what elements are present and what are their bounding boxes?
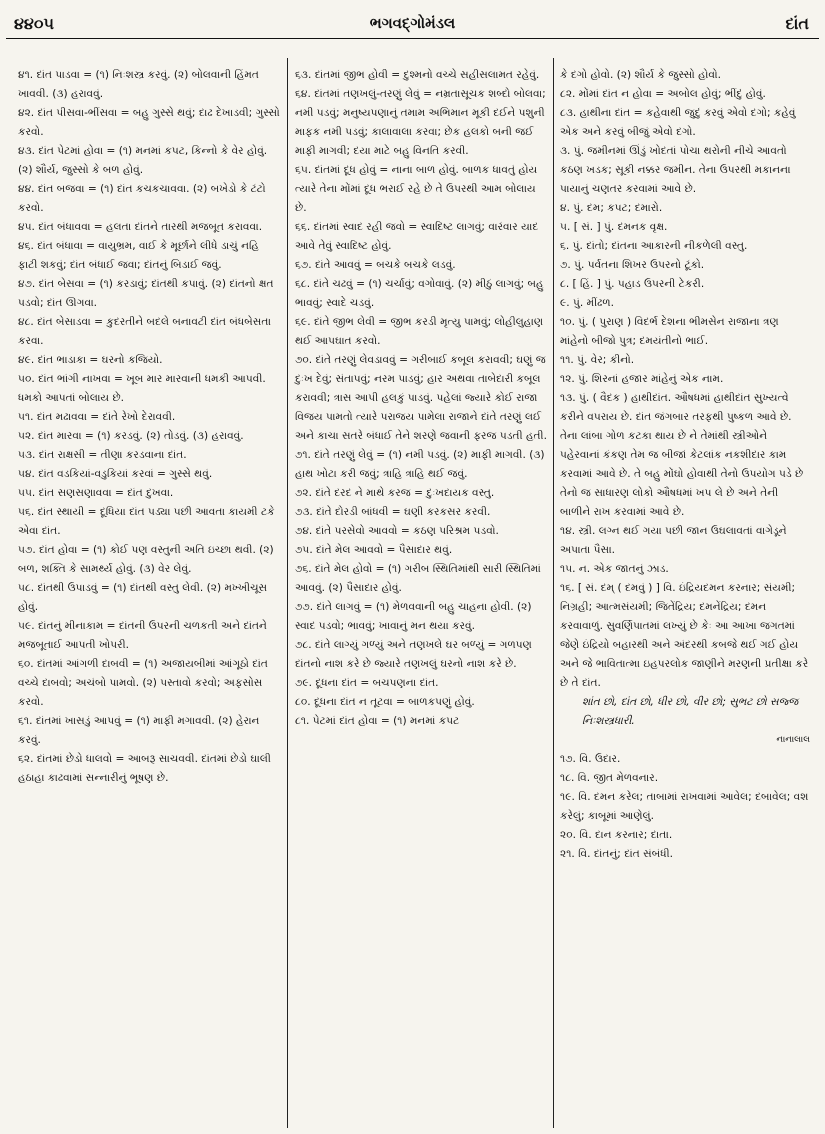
- dictionary-entry: ૪૨. દાંત પીસવા-ભીંસવા = બહુ ગુસ્સે થવું; દાઢ દેખાડવી; ગુસ્સો કરવો.: [18, 107, 280, 138]
- dictionary-entry: ૫૫. દાંત સણસણાવવા = દાંત દુખવા.: [18, 487, 174, 499]
- dictionary-entry: ૧૯. વિ. દમન કરેલ; તાબામાં રાખવામાં આવેલ; દબાવેલ; વશ કરેલું; કાબૂમાં આણેલું.: [560, 791, 809, 822]
- dictionary-entry: ૪૫. દાંત બંધાવવા = હલતા દાંતને તારથી મજબૂત કરાવવા.: [18, 221, 263, 233]
- dictionary-entry: ૮૦. દૂધના દાંત ન તૂટવા = બાળકપણું હોવું.: [295, 696, 475, 708]
- dictionary-entry: ૬૨. દાંતમાં છેડો ધાલવો = આબરૂ સાચવવી. દાંતમાં છેડો ઘાલી હઠાહા કાઢવામાં સન્નારીનું ભૂષણ છે.: [18, 753, 271, 784]
- dictionary-entry: ૫૭. દાંત હોવા = (૧) કોઈ પણ વસ્તુની અતિ ઇચ્છા થવી. (૨) બળ, શક્તિ કે સામર્થ્ય હોવું. (૩) વેર લેવું.: [18, 544, 274, 575]
- dictionary-entry: ૮૨. મોંમાં દાંત ન હોવા = અબોલ હોવું; ભીંદું હોવું.: [560, 88, 766, 100]
- dictionary-entry: ૧૫. ન. એક જાતનું ઝાડ.: [560, 563, 669, 575]
- dictionary-entry: ૭૧. દાંતે તરણું લેવું = (૧) નમી પડવું. (૨) માફી માગવી. (૩) હાથ ખોટા કરી જવું; ત્રાહિ ત્રાહિ થઈ જવું.: [295, 449, 545, 480]
- dictionary-entry: ૭૪. દાંતે પરસેવો આવવો = કઠણ પરિશ્રમ પડવો.: [295, 525, 499, 537]
- dictionary-entry: ૪૬. દાંત બંધાવા = વાયુભ્રમ, વાઈ કે મૂર્છાને લીધે ડાચું નહિ ફાટી શકવું; દાંત બંધાઈ જવા; દાંતનું બિડાઈ જવું.: [18, 240, 259, 271]
- dictionary-entry: ૩. પું. જમીનમાં ઊંડું ખોદતાં પોચા થરોની નીચે આવતો કઠણ ખડક; સૂકી નક્કર જમીન. તેના ઉપરથી મકાનના પાયાનું ચણતર કરવામાં આવે છે.: [560, 145, 791, 195]
- dictionary-entry: ૫૧. દાંત મઢાવવા = દાંતે રેખો દેરાવવી.: [18, 411, 176, 423]
- dictionary-entry: ૬૪. દાંતમાં તણખલું-તરણું લેવું = નમ્રતાસૂચક શબ્દો બોલવા; નમી પડવું; મનુષ્યપણાનું તમામ અભિમાન મૂકી દઈને પશુની માફક નમી પડવું; કાલાવાલા કરવા; છેક હલકો બની જઈ માફી માગવી; દયા માટે બહુ વિનતિ કરવી.: [295, 88, 546, 157]
- quotation-author: નાનાલાલ: [776, 735, 810, 745]
- dictionary-entry: ૫૯. દાંતનું મીનાકામ = દાંતની ઉપરની ચળકતી અને દાંતને મજબૂતાઈ આપતી ખોપરી.: [18, 620, 267, 651]
- dictionary-entry: ૨૧. વિ. દાંતનું; દાંત સંબંધી.: [560, 848, 673, 860]
- dictionary-entry: ૭૮. દાંતે લાગ્યું ગળ્યું અને તણખલે ઘર બળ્યું = ગળપણ દાંતનો નાશ કરે છે જ્યારે તણખલું ઘરનો નાશ કરે છે.: [295, 639, 532, 670]
- dictionary-entry: ૪૯. દાંત ભાડાકા = ઘરનો કજિયો.: [18, 354, 163, 366]
- dictionary-entry: ૭૯. દૂધના દાંત = બચપણના દાંત.: [295, 677, 439, 689]
- dictionary-entry: ૪૪. દાંત બજવા = (૧) દાંત કચકચાવવા. (૨) બખેડો કે ટંટો કરવો.: [18, 183, 266, 214]
- dictionary-entry: ૧૦. પું. ( પુરાણ ) વિદર્ભ દેશના ભીમસેન રાજાના ત્રણ માંહેનો બીજો પુત્ર; દમયંતીનો ભાઈ.: [560, 316, 779, 347]
- dictionary-entry: ૭૨. દાંતે દરદ ને માથે કરજ = દુઃખદાયક વસ્તુ.: [295, 487, 495, 499]
- dictionary-entry: ૭. પું. પર્વતના શિખર ઉપરનો ટૂંકો.: [560, 259, 705, 271]
- dictionary-entry: ૫૦. દાંત ભાંગી નાખવા = ખૂબ માર મારવાની ધમકી આપવી. ધમકો આપતાં બોલાય છે.: [18, 373, 266, 404]
- dictionary-entry: ૬૩. દાંતમાં જીભ હોવી = દુશ્મનો વચ્ચે સહીસલામત રહેવું.: [295, 69, 540, 81]
- dictionary-entry: ૧૧. પું. વેર; કીનો.: [560, 354, 635, 366]
- dictionary-entry: ૧૨. પું. શિરનાં હજાર માંહેનું એક નામ.: [560, 373, 724, 385]
- dictionary-entry: ૬૦. દાંતમાં આંગળી દાબવી = (૧) અજાયબીમાં આંગૂઠો દાંત વચ્ચે દાબવો; અચંબો પામવો. (૨) પસ્તાવો કરવો; અફસોસ કરવો.: [18, 658, 268, 708]
- dictionary-entry: ૪૮. દાંત બેસાડવા = કુદરતીને બદલે બનાવટી દાંત બંધબેસતા કરવા.: [18, 316, 271, 347]
- dictionary-entry: ૬૬. દાંતમાં સ્વાદ રહી જવો = સ્વાદિષ્ટ લાગવું; વારંવાર યાદ આવે તેવું સ્વાદિષ્ટ હોવું.: [295, 221, 539, 252]
- dictionary-entry: ૭૩. દાંતે દોરડી બાંધવી = ઘણી કરકસર કરવી.: [295, 506, 491, 518]
- page-title: ભગવદ્ગોમંડલ: [369, 14, 456, 32]
- running-headword: દાંત: [785, 14, 809, 33]
- dictionary-entry: ૪૭. દાંત બેસવા = (૧) કરડાવું; દાંતથી કપાવું. (૨) દાંતનો ક્ષત પડવો; દાંત ઊગવા.: [18, 278, 274, 309]
- dictionary-entry: ૧૭. વિ. ઉદાર.: [560, 753, 621, 765]
- dictionary-entry: ૫૮. દાંતથી ઉપાડવું = (૧) દાંતથી વસ્તુ લેવી. (૨) મખ્ખીચૂસ હોવું.: [18, 582, 268, 613]
- dictionary-entry: ૭૫. દાંતે મેલ આવવો = પૈસાદાર થવું.: [295, 544, 453, 556]
- dictionary-entry: ૮૧. પેટમાં દાંત હોવા = (૧) મનમાં કપટ: [295, 715, 460, 727]
- dictionary-entry: ૪૧. દાંત પાડવા = (૧) નિઃશસ્ત્ર કરવું. (૨) બોલવાની હિંમત ખાવવી. (૩) હરાવવું.: [18, 69, 259, 100]
- dictionary-entry: ૨૦. વિ. દાન કરનાર; દાતા.: [560, 829, 673, 841]
- page-header: [0, 0, 825, 40]
- dictionary-entry: ૫૨. દાંત મારવા = (૧) કરડવું. (૨) તોડવું. (૩) હરાવવું.: [18, 430, 244, 442]
- dictionary-entry: ૪. પું. દમ; કપટ; દમારો.: [560, 202, 663, 214]
- dictionary-entry: ૭૦. દાંતે તરણું લેવડાવવું = ગરીબાઈ કબૂલ કરાવવી; ઘણું જ દુઃખ દેવું; સંતાપવું; નરમ પાડવું; હાર અથવા તાબેદારી કબૂલ કરાવવી; ત્રાસ આપી હલકું પાડવું. પહેલાં જ્યારે કોઈ રાજા વિજય પામતો ત્યારે પરાજય પામેલા રાજાને દાંતે તરણું લઈ અને કાચા સતરે બંધાઈ તેને શરણે જવાની ફરજ પડતી હતી.: [295, 354, 547, 442]
- dictionary-entry: ૮૩. હાથીના દાંત = કહેવાથી જુદું કરવું એવો દગો; કહેવું એક અને કરવું બીજું એવો દગો.: [560, 107, 796, 138]
- dictionary-entry: ૬૭. દાંતે આવવું = બચકે બચકે લડવું.: [295, 259, 456, 271]
- dictionary-entry: કે દગો હોવો. (૨) શૌર્ય કે જુસ્સો હોવો.: [560, 69, 721, 81]
- dictionary-entry: ૧૬. [ સં. દમ્ ( દમવું ) ] વિ. ઇંદ્રિયદમન કરનાર; સંયમી; નિગ્રહી; આત્મસંયમી; જિતેંદ્રિય; દમનેંદ્રિય; દમન કરવાવાળું. સુવર્ણિપાતમાં લખ્યું છે કેઃ આ આખા જગતમાં જેણે ઇંદ્રિયો બહારથી અને અંદરથી કબજે થઈ ગઈ હોય અને જે ભાવિતાત્મા ઇહપરલોક જાણીને મરણની પ્રતીક્ષા કરે છે તે દાંત.: [560, 582, 809, 689]
- dictionary-entry: ૫૩. દાંત રાક્ષસી = તીણા કરડવાના દાંત.: [18, 449, 187, 461]
- header-rule: [6, 38, 819, 39]
- quotation: શાંત છો, દાંત છો, ધીર છો, વીર છો; સુભટ છો સજ્જ નિઃશસ્ત્રધારી.: [582, 696, 799, 727]
- dictionary-entry: ૬. પું. દાંતો; દાંતના આકારની નીકળેલી વસ્તુ.: [560, 240, 748, 252]
- dictionary-entry: ૯. પું. મીંઢળ.: [560, 297, 615, 309]
- dictionary-entry: ૫૬. દાંત સ્થાયી = દૂધિયા દાંત પડ્યા પછી આવતા કાયમી ટકે એવા દાંત.: [18, 506, 275, 537]
- dictionary-entry: ૬૫. દાંતમાં દૂધ હોવું = નાના બાળ હોવું. બાળક ધાવતું હોય ત્યારે તેના મોંમાં દૂધ ભરાઈ રહે છે તે ઉપરથી આમ બોલાય છે.: [295, 164, 538, 214]
- dictionary-entry: ૫૪. દાંત વડકિયાં-વડુકિયાં કરવાં = ગુસ્સે થવું.: [18, 468, 213, 480]
- column-1: [18, 66, 280, 788]
- dictionary-entry: ૭૭. દાંતે લાગવું = (૧) મેળવવાની બહુ ચાહના હોવી. (૨) સ્વાદ પડવો; ભાવવું; ખાવાનું મન થયા કરવું.: [295, 601, 532, 632]
- dictionary-entry: ૬૮. દાંતે ચઢવું = (૧) ચર્ચાવું; વગોવાવું. (૨) મીઠું લાગવું; બહુ ભાવવું; સ્વાદે ચડવું.: [295, 278, 544, 309]
- dictionary-entry: ૫. [ સં. ] પું. દમનક વૃક્ષ.: [560, 221, 668, 233]
- dictionary-entry: ૬૧. દાંતમાં ખાસડું આપવું = (૧) માફી મગાવવી. (૨) હેરાન કરવું.: [18, 715, 260, 746]
- dictionary-entry: ૮. [ હિં. ] પું. પહાડ ઉપરની ટેકરી.: [560, 278, 705, 290]
- dictionary-entry: ૧૪. સ્ત્રી. લગ્ન થઈ ગયા પછી જાન ઉઘલાવતાં વાગેડૂને અપાતા પૈસા.: [560, 525, 787, 556]
- page-number: ૪૪૦૫: [14, 14, 54, 33]
- column-divider: [287, 58, 288, 1128]
- dictionary-entry: ૧૩. પું. ( વૈદક ) હાથીદાંત. ઔષધમાં હાથીદાંત સુખ્યત્વે કરીને વપરાય છે. દાંત જંગબાર તરફથી પુષ્કળ આવે છે. તેના લાંબા ગોળ કટકા થાય છે ને તેમાંથી સ્ત્રીઓને પહેરવાનાં કંકણ તેમ જ બીજાં કેટલાંક નકશીદાર કામ કરવામાં આવે છે. તે બહુ મોંઘો હોવાથી તેનો ઉપયોગ પડે છે તેનો જ સાધારણ લોકો ઔષધમાં ખપ લે છે અને તેની બાળીને રાખ કરવામાં આવે છે.: [560, 392, 804, 518]
- column-2: [295, 66, 547, 731]
- column-3: [560, 66, 810, 864]
- column-divider: [553, 58, 554, 1128]
- dictionary-entry: ૪૩. દાંત પેટમાં હોવા = (૧) મનમાં કપટ, કિન્નો કે વેર હોવું. (૨) શૌર્ય, જુસ્સો કે બળ હોવું.: [18, 145, 268, 176]
- dictionary-entry: ૭૬. દાંતે મેલ હોવો = (૧) ગરીબ સ્થિતિમાંથી સારી સ્થિતિમાં આવવું. (૨) પૈસાદાર હોવું.: [295, 563, 541, 594]
- dictionary-entry: ૧૮. વિ. જીત મેળવનાર.: [560, 772, 659, 784]
- dictionary-entry: ૬૯. દાંતે જીભ લેવી = જીભ કરડી મૃત્યુ પામવું; લોહીલુહાણ થઈ આપઘાત કરવો.: [295, 316, 544, 347]
